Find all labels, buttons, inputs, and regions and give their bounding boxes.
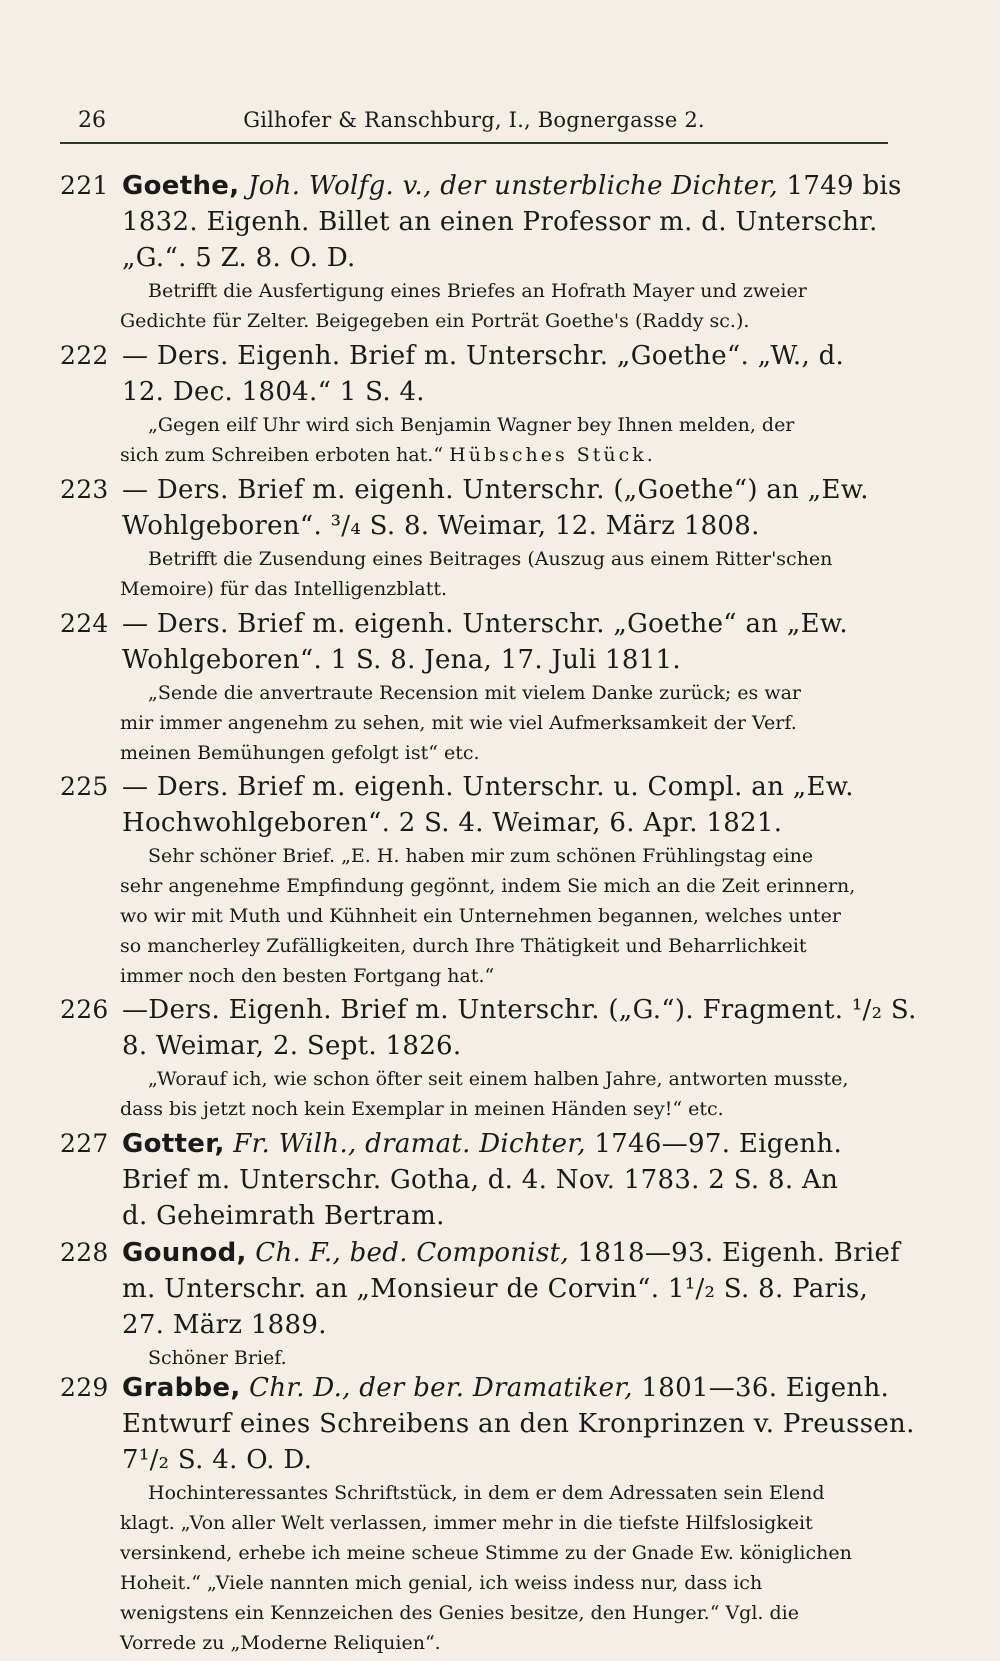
entry-note (60, 1064, 918, 1124)
note-line: „Worauf ich, wie schon öfter seit einem halben Jahre, antworten musste, (148, 1068, 849, 1090)
note-line: sich zum Schreiben erboten hat.“ (120, 444, 444, 466)
entry-text: Hochwohlgeboren“. 2 S. 4. Weimar, 6. Apr. 1821. (122, 808, 783, 838)
entry-number: 227 (60, 1129, 109, 1158)
catalog-entry-224 (60, 606, 918, 768)
entry-author: Goethe, (122, 171, 240, 201)
running-head: Gilhofer & Ranschburg, I., Bognergasse 2. (243, 108, 705, 132)
entry-author-details: Fr. Wilh., dramat. Dichter, (233, 1129, 586, 1159)
note-line: klagt. „Von aller Welt verlassen, immer mehr in die tiefste Hilfslosigkeit (120, 1512, 813, 1534)
note-line: Vorrede zu „Moderne Reliquien“. (120, 1632, 441, 1654)
entry-note (60, 841, 918, 991)
entry-note (60, 544, 918, 604)
entry-text: Wohlgeboren“. 1 S. 8. Jena, 17. Juli 1811. (122, 645, 681, 675)
catalog-entry-222 (60, 338, 918, 470)
note-line: wo wir mit Muth und Kühnheit ein Unternehmen begannen, welches unter (120, 905, 841, 927)
note-line: so mancherley Zufälligkeiten, durch Ihre Thätigkeit und Beharrlichkeit (120, 935, 807, 957)
entry-number: 224 (60, 609, 109, 638)
entry-author: Grabbe, (122, 1373, 241, 1403)
page-header (60, 102, 888, 144)
entry-text: 1832. Eigenh. Billet an einen Professor m. d. Unterschr. (122, 207, 878, 237)
catalog-entry-223 (60, 472, 918, 604)
entry-text: —Ders. Eigenh. Brief m. Unterschr. („G.“). Fragment. ¹/₂ S. (122, 995, 917, 1025)
note-line: Hochinteressantes Schriftstück, in dem er dem Adressaten sein Elend (148, 1482, 825, 1504)
entry-text: — Ders. Brief m. eigenh. Unterschr. („Goethe“) an „Ew. (122, 475, 869, 505)
entry-number: 228 (60, 1238, 109, 1267)
catalog-entry-221 (60, 168, 918, 336)
catalog-entry-227 (60, 1126, 918, 1234)
entry-text: — Ders. Eigenh. Brief m. Unterschr. „Goethe“. „W., d. (122, 341, 845, 371)
note-line: Sehr schöner Brief. „E. H. haben mir zum schönen Frühlingstag eine (148, 845, 814, 867)
catalog-entry-225 (60, 769, 918, 991)
entry-text: — Ders. Brief m. eigenh. Unterschr. u. Compl. an „Ew. (122, 772, 854, 802)
catalog-entry-226 (60, 992, 918, 1124)
entry-note (60, 678, 918, 768)
note-line: „Sende die anvertraute Recension mit vielem Danke zurück; es war (148, 682, 802, 704)
entry-text: 1749 bis (786, 171, 902, 201)
page-number: 26 (78, 108, 106, 133)
entry-text: 1746—97. Eigenh. (594, 1129, 843, 1159)
note-line: mir immer angenehm zu sehen, mit wie viel Aufmerksamkeit der Verf. (120, 712, 797, 734)
catalog-entry-228 (60, 1235, 918, 1373)
note-line: Hoheit.“ „Viele nannten mich genial, ich weiss indess nur, dass ich (120, 1572, 763, 1594)
entry-note (60, 1343, 918, 1373)
entry-text: 8. Weimar, 2. Sept. 1826. (122, 1031, 462, 1061)
entry-note (60, 1478, 918, 1658)
note-line: „Gegen eilf Uhr wird sich Benjamin Wagner bey Ihnen melden, der (148, 414, 795, 436)
note-emphasis: Hübsches Stück. (449, 444, 656, 466)
entry-text: m. Unterschr. an „Monsieur de Corvin“. 1¹/₂ S. 8. Paris, (122, 1274, 869, 1304)
entry-number: 225 (60, 772, 109, 801)
entry-text: — Ders. Brief m. eigenh. Unterschr. „Goethe“ an „Ew. (122, 609, 848, 639)
note-line: sehr angenehme Empfindung gegönnt, indem Sie mich an die Zeit erinnern, (120, 875, 856, 897)
entry-author-details: Joh. Wolfg. v., der unsterbliche Dichter, (247, 171, 778, 201)
note-line: versinkend, erhebe ich meine scheue Stimme zu der Gnade Ew. königlichen (120, 1542, 852, 1564)
entry-number: 226 (60, 995, 109, 1024)
note-line: wenigstens ein Kennzeichen des Genies besitze, den Hunger.“ Vgl. die (120, 1602, 799, 1624)
entry-text: d. Geheimrath Bertram. (122, 1201, 445, 1231)
entry-number: 223 (60, 475, 109, 504)
entry-author-details: Ch. F., bed. Componist, (255, 1238, 569, 1268)
entry-author: Gotter, (122, 1129, 225, 1159)
entry-number: 229 (60, 1373, 109, 1402)
entry-number: 221 (60, 171, 109, 200)
entry-text: 1818—93. Eigenh. Brief (577, 1238, 901, 1268)
entry-text: 1801—36. Eigenh. (641, 1373, 890, 1403)
entry-text: 27. März 1889. (122, 1310, 327, 1340)
note-line: Gedichte für Zelter. Beigegeben ein Porträt Goethe's (Raddy sc.). (120, 310, 750, 332)
entry-text: Entwurf eines Schreibens an den Kronprinzen v. Preussen. (122, 1409, 915, 1439)
entry-author-details: Chr. D., der ber. Dramatiker, (249, 1373, 633, 1403)
entry-author: Gounod, (122, 1238, 247, 1268)
entry-text: Wohlgeboren“. ³/₄ S. 8. Weimar, 12. März 1808. (122, 511, 760, 541)
catalog-entry-229 (60, 1370, 918, 1658)
entry-text: Brief m. Unterschr. Gotha, d. 4. Nov. 1783. 2 S. 8. An (122, 1165, 839, 1195)
note-line: Betrifft die Zusendung eines Beitrages (Auszug aus einem Ritter'schen (148, 548, 833, 570)
entry-note (60, 276, 918, 336)
entry-text: „G.“. 5 Z. 8. O. D. (122, 243, 356, 273)
note-line: meinen Bemühungen gefolgt ist“ etc. (120, 742, 480, 764)
note-line: Schöner Brief. (148, 1347, 287, 1369)
entry-text: 12. Dec. 1804.“ 1 S. 4. (122, 377, 425, 407)
entry-note (60, 410, 918, 470)
entry-number: 222 (60, 341, 109, 370)
note-line: dass bis jetzt noch kein Exemplar in meinen Händen sey!“ etc. (120, 1098, 724, 1120)
note-line: Betrifft die Ausfertigung eines Briefes an Hofrath Mayer und zweier (148, 280, 807, 302)
note-line: Memoire) für das Intelligenzblatt. (120, 578, 448, 600)
entry-text: 7¹/₂ S. 4. O. D. (122, 1445, 313, 1475)
note-line: immer noch den besten Fortgang hat.“ (120, 965, 495, 987)
